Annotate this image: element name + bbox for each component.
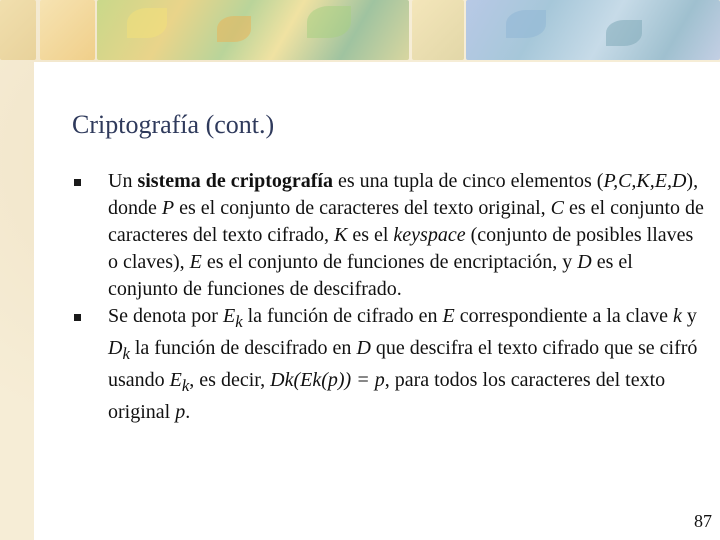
square-bullet-icon bbox=[74, 179, 81, 186]
leaf-shape bbox=[506, 10, 546, 38]
banner-strip bbox=[412, 0, 464, 60]
bullet-item bbox=[72, 168, 704, 303]
decorative-banner bbox=[0, 0, 720, 62]
slide-title: Criptografía (cont.) bbox=[72, 110, 275, 139]
square-bullet-icon bbox=[74, 314, 81, 321]
leaf-shape bbox=[606, 20, 642, 46]
page-number: 87 bbox=[694, 511, 712, 531]
bullet-text: Un sistema de criptografía es una tupla de cinco elementos (P,C,K,E,D), donde P es el conjunto de caracteres del texto original, C es el conjunto de caracteres del texto cifrado, K es el keyspace (conjunto de posibles llaves o claves), E es el conjunto de funciones de encriptación, y D es el conjunto de funciones de descifrado. bbox=[108, 170, 704, 300]
banner-strip bbox=[40, 0, 95, 60]
bullet-list bbox=[72, 168, 704, 426]
leaf-shape bbox=[127, 8, 167, 38]
bullet-text: Se denota por $E_k$ la función de cifrado en E correspondiente a la clave k y $D_k$ la función de descifrado en D que descifra el texto cifrado que se cifró usando $E_k$, es decir, Dk(Ek(p)) = p, para todos los caracteres del texto original p. bbox=[108, 305, 698, 423]
banner-strip-leaves bbox=[97, 0, 409, 60]
leaf-shape bbox=[307, 6, 351, 38]
banner-strip-leaves bbox=[466, 0, 720, 60]
leaf-shape bbox=[217, 16, 251, 42]
banner-strip bbox=[0, 0, 36, 60]
bullet-item bbox=[72, 303, 704, 426]
